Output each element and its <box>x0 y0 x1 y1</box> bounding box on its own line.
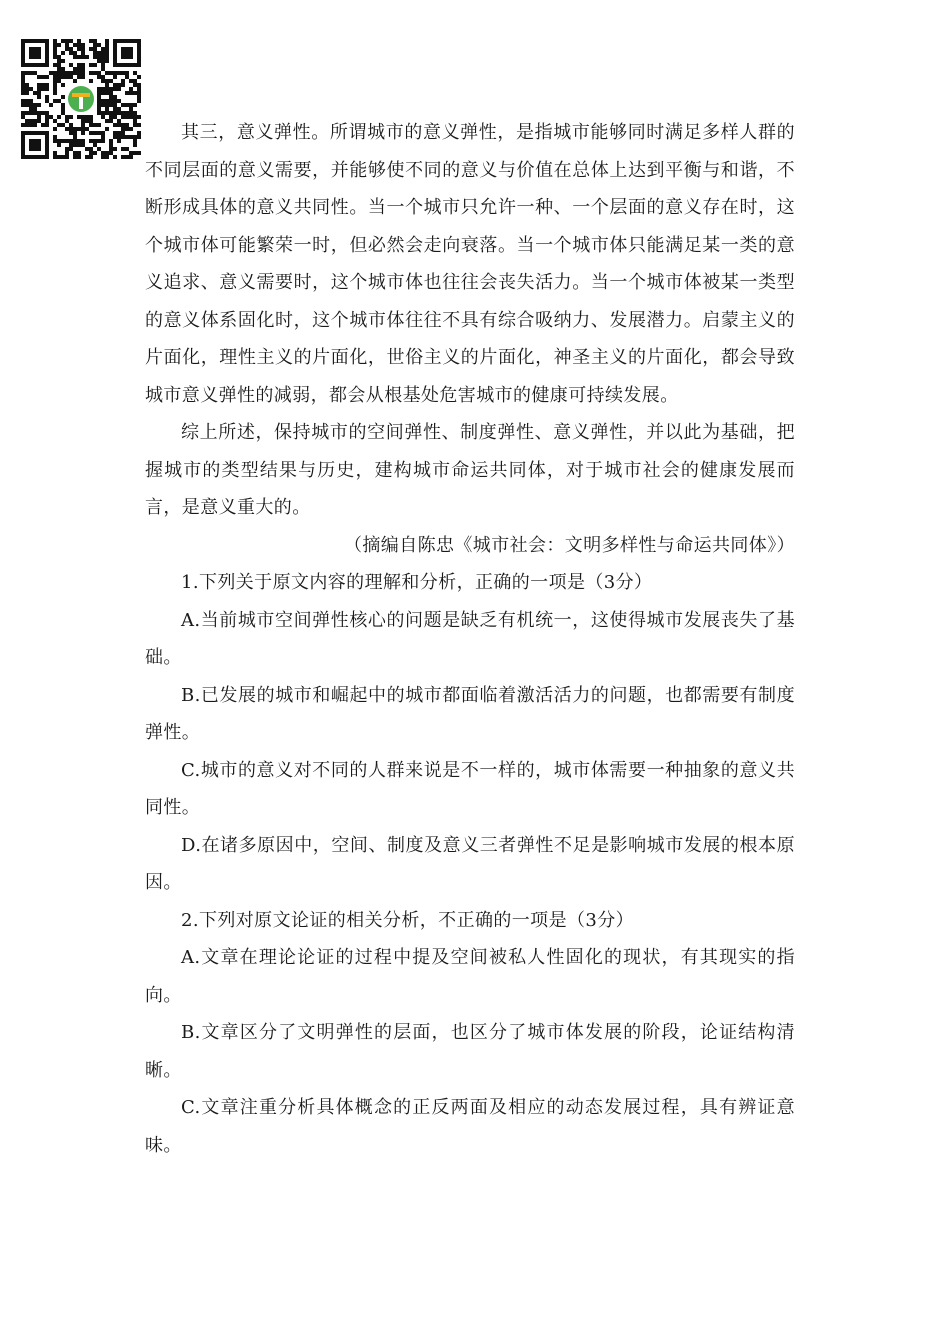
qr-code <box>18 36 144 162</box>
question-1-stem: 1.下列关于原文内容的理解和分析，正确的一项是（3分） <box>181 572 653 593</box>
article-body <box>145 114 795 1164</box>
question-2-option-c: C.文章注重分析具体概念的正反两面及相应的动态发展过程，具有辨证意味。 <box>145 1097 795 1156</box>
qr-center-logo-icon <box>65 83 97 115</box>
question-1-option-a: A.当前城市空间弹性核心的问题是缺乏有机统一，这使得城市发展丧失了基础。 <box>145 609 795 668</box>
question-2-option-a: A.文章在理论论证的过程中提及空间被私人性固化的现状，有其现实的指向。 <box>145 947 795 1006</box>
paragraph-conclusion: 综上所述，保持城市的空间弹性、制度弹性、意义弹性，并以此为基础，把握城市的类型结果与历史，建构城市命运共同体，对于城市社会的健康发展而言，是意义重大的。 <box>145 422 795 518</box>
finder-top-right <box>113 39 141 67</box>
question-2-stem: 2.下列对原文论证的相关分析，不正确的一项是（3分） <box>181 909 635 931</box>
paragraph-meaning-elasticity: 其三，意义弹性。所谓城市的意义弹性，是指城市能够同时满足多样人群的不同层面的意义需要，并能够使不同的意义与价值在总体上达到平衡与和谐，不断形成具体的意义共同性。当一个城市只允许一种、一个层面的意义存在时，这个城市体可能繁荣一时，但必然会走向衰落。当一个城市体只能满足某一类的意义追求、意义需要时，这个城市体也往往会丧失活力。当一个城市体被某一类型的意义体系固化时，这个城市体往往不具有综合吸纳力、发展潜力。启蒙主义的片面化，理性主义的片面化，世俗主义的片面化，神圣主义的片面化，都会导致城市意义弹性的减弱，都会从根基处危害城市的健康可持续发展。 <box>145 122 795 406</box>
finder-top-left <box>21 39 49 67</box>
finder-bottom-left <box>21 131 49 159</box>
question-1-option-d: D.在诸多原因中，空间、制度及意义三者弹性不足是影响城市发展的根本原因。 <box>145 834 795 893</box>
question-1-option-c: C.城市的意义对不同的人群来说是不一样的，城市体需要一种抽象的意义共同性。 <box>145 759 795 818</box>
question-1-option-b: B.已发展的城市和崛起中的城市都面临着激活活力的问题，也都需要有制度弹性。 <box>145 684 795 743</box>
question-2-option-b: B.文章区分了文明弹性的层面，也区分了城市体发展的阶段，论证结构清晰。 <box>145 1022 795 1081</box>
source-citation: （摘编自陈忠《城市社会：文明多样性与命运共同体》） <box>344 534 795 556</box>
